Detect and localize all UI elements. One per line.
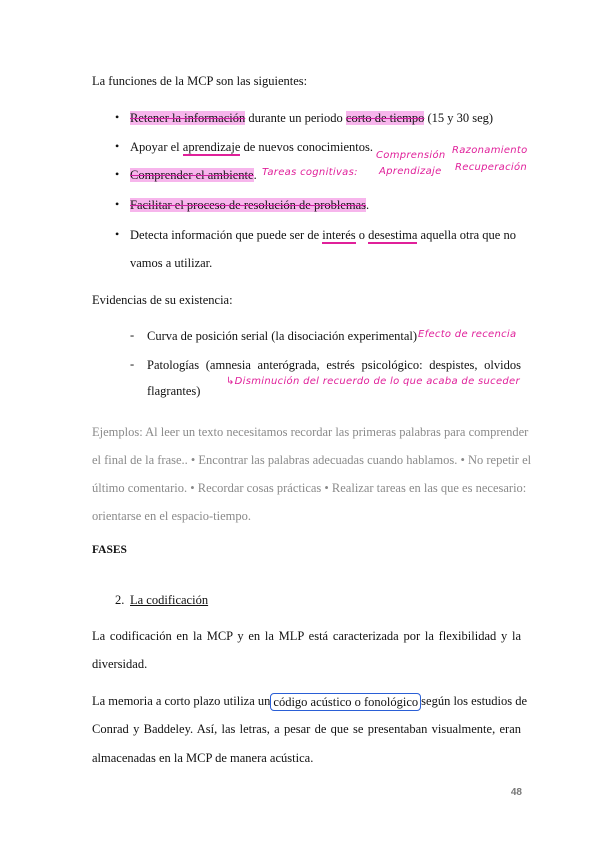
evidencia-2-line-2: flagrantes) bbox=[147, 384, 201, 398]
evidencia-1: Curva de posición serial (la disociación experimental) bbox=[147, 329, 418, 343]
ejemplos-line-1: Ejemplos: Al leer un texto necesitamos recordar las primeras palabras para comprender bbox=[92, 425, 529, 439]
ejemplos-line-4: orientarse en el espacio-tiempo. bbox=[92, 509, 251, 523]
fases-heading: FASES bbox=[92, 544, 127, 556]
bullet-5-pre: Detecta información que puede ser de bbox=[130, 228, 323, 242]
bullet-1-mid: durante un periodo bbox=[245, 111, 346, 125]
bullet-dot: • bbox=[115, 167, 120, 181]
bullet-5-line-1 bbox=[130, 227, 516, 243]
bullet-5-end: aquella otra que no bbox=[417, 228, 516, 242]
underlined-aprendizaje: aprendizaje bbox=[182, 140, 241, 154]
bullet-dot: • bbox=[115, 110, 120, 124]
section-title: La codificación bbox=[130, 593, 209, 607]
bullet-5-line-2: vamos a utilizar. bbox=[130, 256, 213, 270]
para2-line-2: Conrad y Baddeley. Así, las letras, a pesar de que se presentaban visualmente, eran bbox=[92, 722, 521, 736]
para2-end: según los estudios de bbox=[421, 694, 528, 708]
ejemplos-line-3: último comentario. • Recordar cosas prácticas • Realizar tareas en las que es necesario: bbox=[92, 481, 527, 495]
bullet-dot: • bbox=[115, 197, 120, 211]
bullet-item-5 bbox=[130, 227, 522, 243]
para2-line-3: almacenadas en la MCP de manera acústica. bbox=[92, 751, 314, 765]
dash-marker: - bbox=[130, 357, 135, 371]
highlight-retener: Retener la información bbox=[130, 111, 246, 125]
bullet-item-3 bbox=[130, 167, 257, 183]
para1-line-1: La codificación en la MCP y en la MLP está caracterizada por la flexibilidad y la bbox=[92, 629, 521, 643]
evidencias-title: Evidencias de su existencia: bbox=[92, 293, 233, 307]
handwritten-aprendizaje: Aprendizaje bbox=[379, 166, 442, 177]
dash-marker: - bbox=[130, 328, 135, 342]
para2-pre: La memoria a corto plazo utiliza un bbox=[92, 694, 271, 708]
bullet-4-end: . bbox=[366, 198, 370, 212]
underlined-interes: interés bbox=[322, 228, 356, 242]
bullet-2-pre: Apoyar el bbox=[130, 140, 183, 154]
bullet-5-mid: o bbox=[355, 228, 369, 242]
underlined-desestima: desestima bbox=[368, 228, 418, 242]
bullet-1-end: (15 y 30 seg) bbox=[424, 111, 494, 125]
handwritten-tareas: Tareas cognitivas: bbox=[262, 167, 358, 178]
handwritten-comprension: Comprensión bbox=[376, 150, 446, 161]
page-number: 48 bbox=[510, 787, 522, 798]
para2-line-1 bbox=[92, 693, 528, 711]
para1-line-2: diversidad. bbox=[92, 657, 148, 671]
handwritten-razonamiento: Razonamiento bbox=[452, 145, 528, 156]
evidencia-2-line-1: Patologías (amnesia anterógrada, estrés psicológico: despistes, olvidos bbox=[147, 358, 521, 372]
highlight-comprender: Comprender el ambiente bbox=[130, 168, 254, 182]
bullet-item-1 bbox=[130, 110, 493, 126]
bullet-2-end: de nuevos conocimientos. bbox=[240, 140, 373, 154]
bullet-dot: • bbox=[115, 139, 120, 153]
boxed-codigo-acustico: código acústico o fonológico bbox=[270, 693, 421, 711]
handwritten-disminucion: ↳Disminución del recuerdo de lo que acaba de suceder bbox=[226, 376, 520, 387]
handwritten-recencia: Efecto de recencia bbox=[418, 329, 517, 340]
bullet-dot: • bbox=[115, 227, 120, 241]
bullet-item-2 bbox=[130, 139, 373, 155]
ejemplos-line-2: el final de la frase.. • Encontrar las palabras adecuadas cuando hablamos. • No repetir el bbox=[92, 453, 532, 467]
intro-text: La funciones de la MCP son las siguientes: bbox=[92, 74, 308, 88]
bullet-3-end: . bbox=[253, 168, 257, 182]
bullet-item-4 bbox=[130, 197, 369, 213]
highlight-facilitar: Facilitar el proceso de resolución de problemas bbox=[130, 198, 367, 212]
handwritten-recuperacion: Recuperación bbox=[455, 162, 528, 173]
highlight-corto-tiempo: corto de tiempo bbox=[345, 111, 425, 125]
section-number: 2. bbox=[115, 593, 125, 607]
